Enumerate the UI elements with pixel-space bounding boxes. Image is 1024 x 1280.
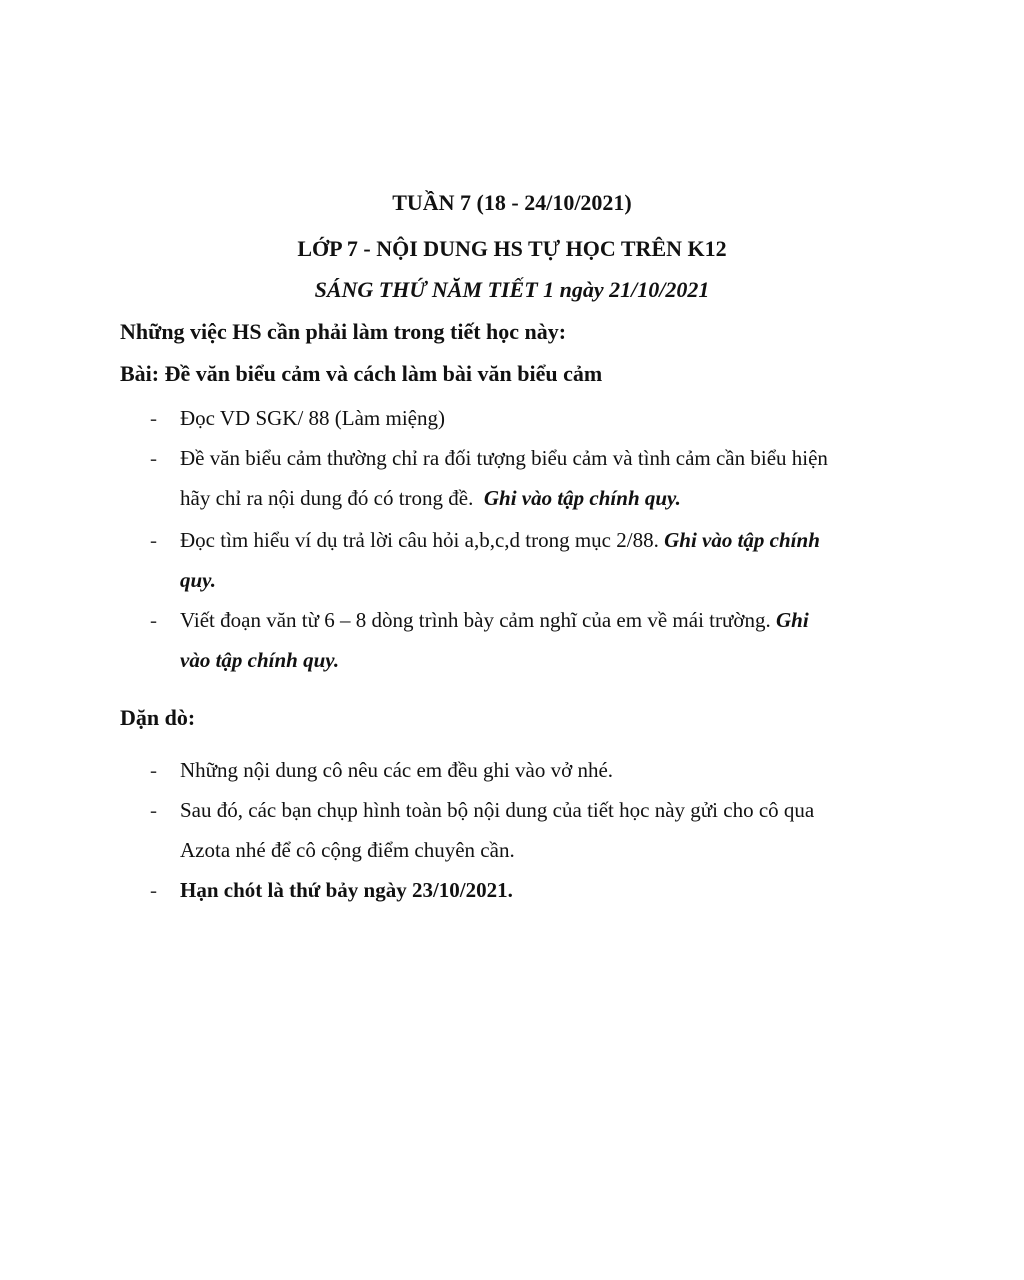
task-text: hãy chỉ ra nội dung đó có trong đề.: [180, 486, 484, 510]
note-text: Những nội dung cô nêu các em đều ghi vào vở nhé.: [180, 758, 614, 782]
task-text: Đọc tìm hiểu ví dụ trả lời câu hỏi a,b,c,d trong mục 2/88.: [180, 528, 665, 552]
week-title: TUẦN 7 (18 - 24/10/2021): [392, 190, 632, 215]
task-text-line: [180, 478, 910, 518]
bullet-dash: -: [150, 446, 157, 470]
note-text: Azota nhé để cô cộng điểm chuyên cần.: [180, 838, 515, 862]
task-text: Đọc VD SGK/ 88 (Làm miệng): [180, 406, 445, 430]
task-text-line: [180, 600, 910, 640]
bullet-dash: -: [150, 406, 157, 430]
task-text: Đề văn biểu cảm thường chỉ ra đối tượng biểu cảm và tình cảm cần biểu hiện: [180, 446, 828, 470]
task-emphasis: quy.: [180, 568, 216, 592]
task-emphasis: Ghi: [775, 608, 809, 632]
bullet-dash: -: [150, 798, 157, 822]
task-emphasis: Ghi vào tập chính quy.: [483, 486, 681, 510]
session-title: SÁNG THỨ NĂM TIẾT 1 ngày 21/10/2021: [314, 277, 710, 302]
tasks-heading: Những việc HS cần phải làm trong tiết học này:: [120, 319, 567, 344]
note-text: Sau đó, các bạn chụp hình toàn bộ nội dung của tiết học này gửi cho cô qua: [180, 798, 815, 822]
deadline-text: Hạn chót là thứ bảy ngày 23/10/2021.: [180, 878, 513, 902]
task-emphasis: vào tập chính quy.: [180, 648, 340, 672]
task-text-line: [180, 520, 910, 560]
lesson-heading: Bài: Đề văn biểu cảm và cách làm bài văn biểu cảm: [120, 361, 603, 386]
bullet-dash: -: [150, 528, 157, 552]
task-emphasis: Ghi vào tập chính: [664, 528, 820, 552]
task-text: Viết đoạn văn từ 6 – 8 dòng trình bày cảm nghĩ của em về mái trường.: [180, 608, 776, 632]
bullet-dash: -: [150, 758, 157, 782]
bullet-dash: -: [150, 878, 157, 902]
class-title: LỚP 7 - NỘI DUNG HS TỰ HỌC TRÊN K12: [297, 236, 727, 261]
bullet-dash: -: [150, 608, 157, 632]
notes-heading: Dặn dò:: [120, 705, 196, 730]
